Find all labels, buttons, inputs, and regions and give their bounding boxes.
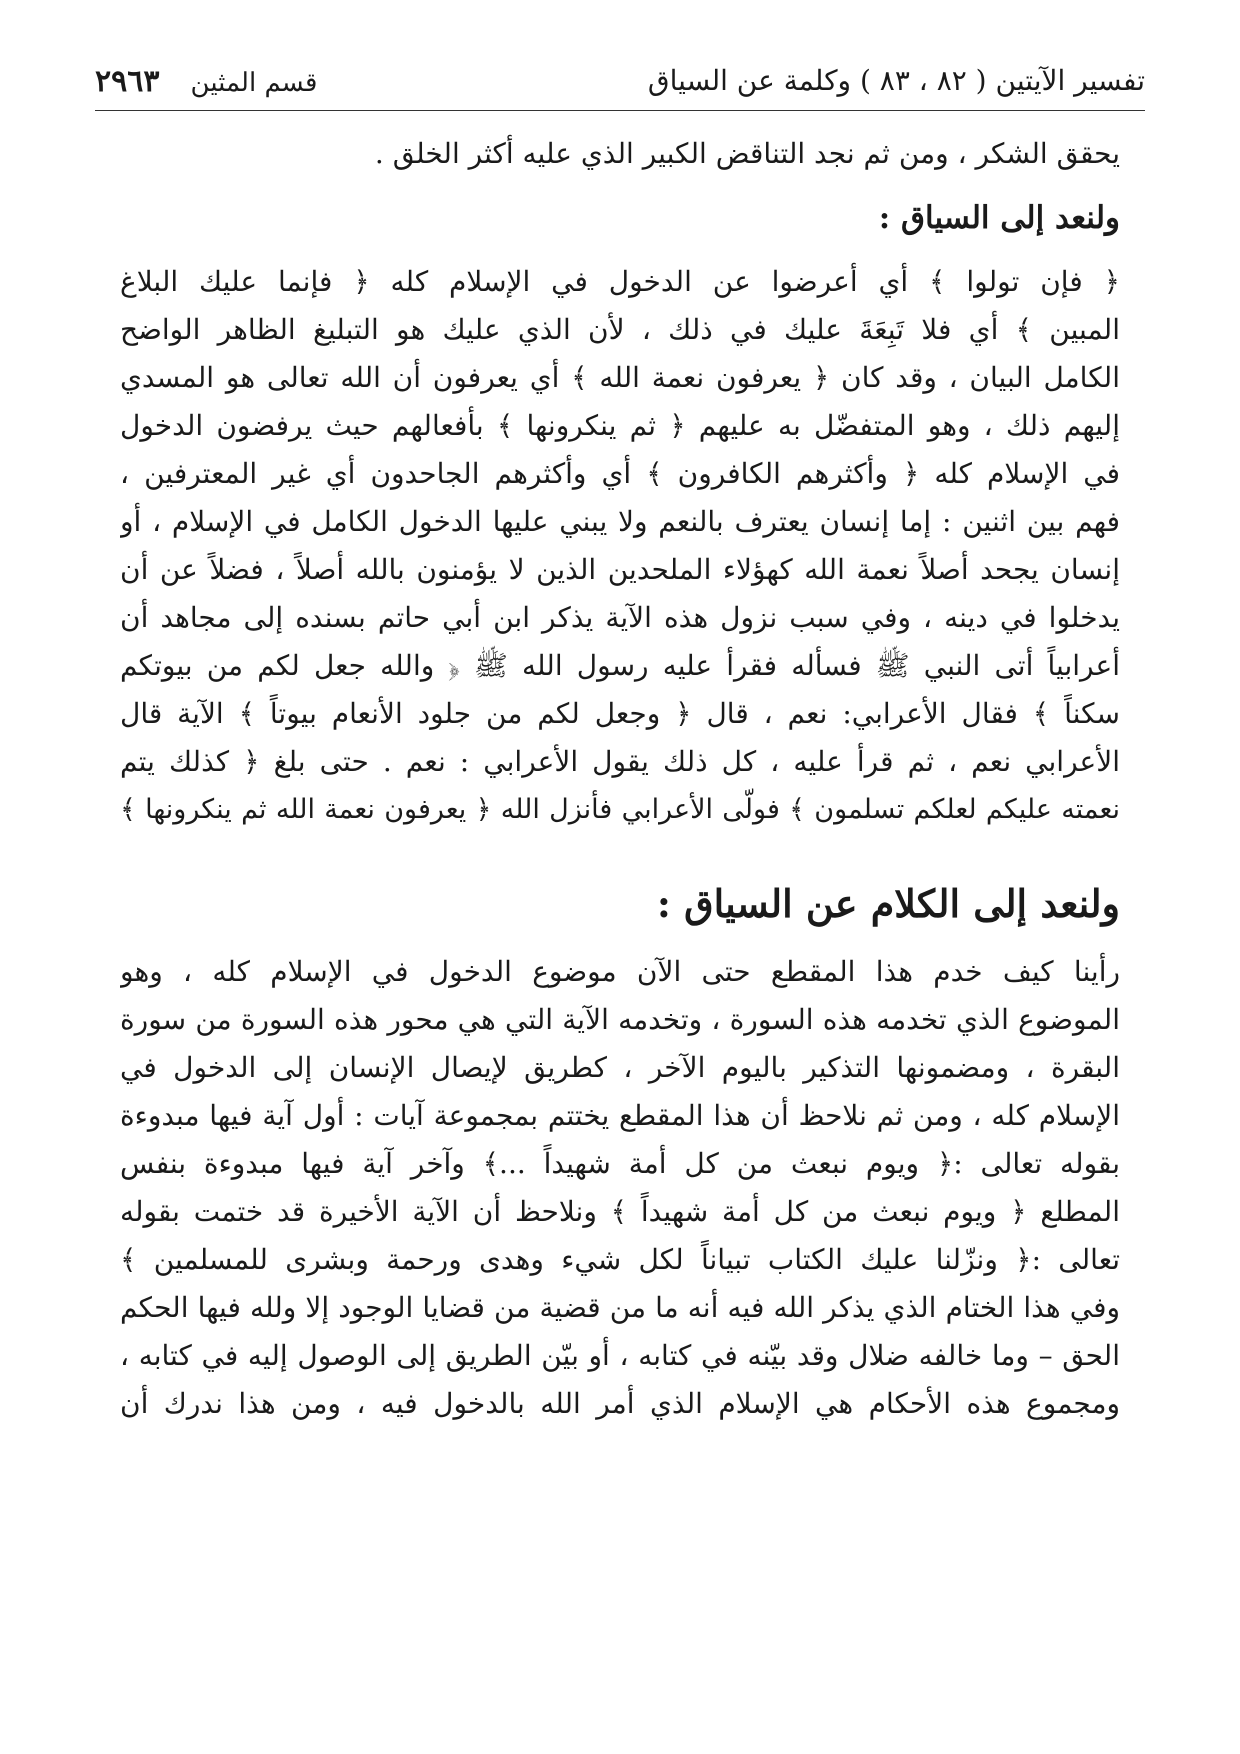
text-line: ﴿ فإن تولوا ﴾ أي أعرضوا عن الدخول في الإسلام كله ﴿ فإنما عليك البلاغ bbox=[120, 265, 1120, 298]
text-line: المطلع ﴿ ويوم نبعث من كل أمة شهيداً ﴾ ونلاحظ أن الآية الأخيرة قد ختمت بقوله bbox=[120, 1195, 1120, 1228]
text-line: يدخلوا في دينه ، وفي سبب نزول هذه الآية يذكر ابن أبي حاتم بسنده إلى مجاهد أن bbox=[120, 601, 1120, 634]
text-line: وفي هذا الختام الذي يذكر الله فيه أنه ما من قضية من قضايا الوجود إلا ولله فيها الحكم bbox=[120, 1291, 1120, 1324]
text-line: نعمته عليكم لعلكم تسلمون ﴾ فولّى الأعرابي فأنزل الله ﴿ يعرفون نعمة الله ثم ينكرونها ﴾ bbox=[120, 794, 1120, 825]
section-name: قسم المثين bbox=[190, 68, 318, 98]
page-body bbox=[120, 130, 1120, 1428]
text-line: أعرابياً أتى النبي ﷺ فسأله فقرأ عليه رسول الله ﷺ ﴿ والله جعل لكم من بيوتكم bbox=[120, 649, 1120, 682]
text-line: الأعرابي نعم ، ثم قرأ عليه ، كل ذلك يقول الأعرابي : نعم . حتى بلغ ﴿ كذلك يتم bbox=[120, 745, 1120, 778]
text-line: سكناً ﴾ فقال الأعرابي: نعم ، قال ﴿ وجعل لكم من جلود الأنعام بيوتاً ﴾ الآية قال bbox=[120, 697, 1120, 730]
page-header bbox=[95, 62, 1145, 111]
intro-line: يحقق الشكر ، ومن ثم نجد التناقض الكبير الذي عليه أكثر الخلق . bbox=[374, 137, 1120, 170]
running-title: تفسير الآيتين ( ٨٢ ، ٨٣ ) وكلمة عن السياق bbox=[647, 64, 1145, 97]
text-line: البقرة ، ومضمونها التذكير باليوم الآخر ، كطريق لإيصال الإنسان إلى الدخول في bbox=[120, 1051, 1120, 1084]
text-line: إليهم ذلك ، وهو المتفضّل به عليهم ﴿ ثم ينكرونها ﴾ بأفعالهم حيث يرفضون الدخول bbox=[120, 409, 1120, 442]
page-number: ٢٩٦٣ bbox=[95, 64, 160, 99]
text-line: بقوله تعالى :﴿ ويوم نبعث من كل أمة شهيداً ...﴾ وآخر آية فيها مبدوءة بنفس bbox=[120, 1147, 1120, 1180]
text-line: إنسان يجحد أصلاً نعمة الله كهؤلاء الملحدين الذين لا يؤمنون بالله أصلاً ، فضلاً عن أن bbox=[120, 553, 1120, 586]
text-line: الكامل البيان ، وقد كان ﴿ يعرفون نعمة الله ﴾ أي يعرفون أن الله تعالى هو المسدي bbox=[120, 361, 1120, 394]
paragraph-2 bbox=[120, 948, 1120, 1428]
text-line: فهم بين اثنين : إما إنسان يعترف بالنعم ولا يبني عليها الدخول الكامل في الإسلام ، أو bbox=[120, 505, 1120, 538]
text-line: رأينا كيف خدم هذا المقطع حتى الآن موضوع الدخول في الإسلام كله ، وهو bbox=[120, 955, 1120, 988]
paragraph-1 bbox=[120, 258, 1120, 834]
text-line: الحق – وما خالفه ضلال وقد بيّنه في كتابه ، أو بيّن الطريق إلى الوصول إليه في كتابه ، bbox=[120, 1339, 1120, 1372]
text-line: المبين ﴾ أي فلا تَبِعَةَ عليك في ذلك ، لأن الذي عليك هو التبليغ الظاهر الواضح bbox=[120, 313, 1120, 346]
text-line: ومجموع هذه الأحكام هي الإسلام الذي أمر الله بالدخول فيه ، ومن هذا ندرك أن bbox=[120, 1387, 1120, 1420]
text-line: تعالى :﴿ ونزّلنا عليك الكتاب تبياناً لكل شيء وهدى ورحمة وبشرى للمسلمين ﴾ bbox=[120, 1243, 1120, 1276]
heading-return-to-discussion: ولنعد إلى الكلام عن السياق : bbox=[656, 881, 1120, 926]
header-left bbox=[95, 64, 317, 99]
text-line: في الإسلام كله ﴿ وأكثرهم الكافرون ﴾ أي وأكثرهم الجاحدون أي غير المعترفين ، bbox=[120, 457, 1120, 490]
heading-return-to-context: ولنعد إلى السياق : bbox=[878, 200, 1120, 236]
text-line: الإسلام كله ، ومن ثم نلاحظ أن هذا المقطع يختتم بمجموعة آيات : أول آية فيها مبدوءة bbox=[120, 1099, 1120, 1132]
text-line: الموضوع الذي تخدمه هذه السورة ، وتخدمه الآية التي هي محور هذه السورة من سورة bbox=[120, 1003, 1120, 1036]
